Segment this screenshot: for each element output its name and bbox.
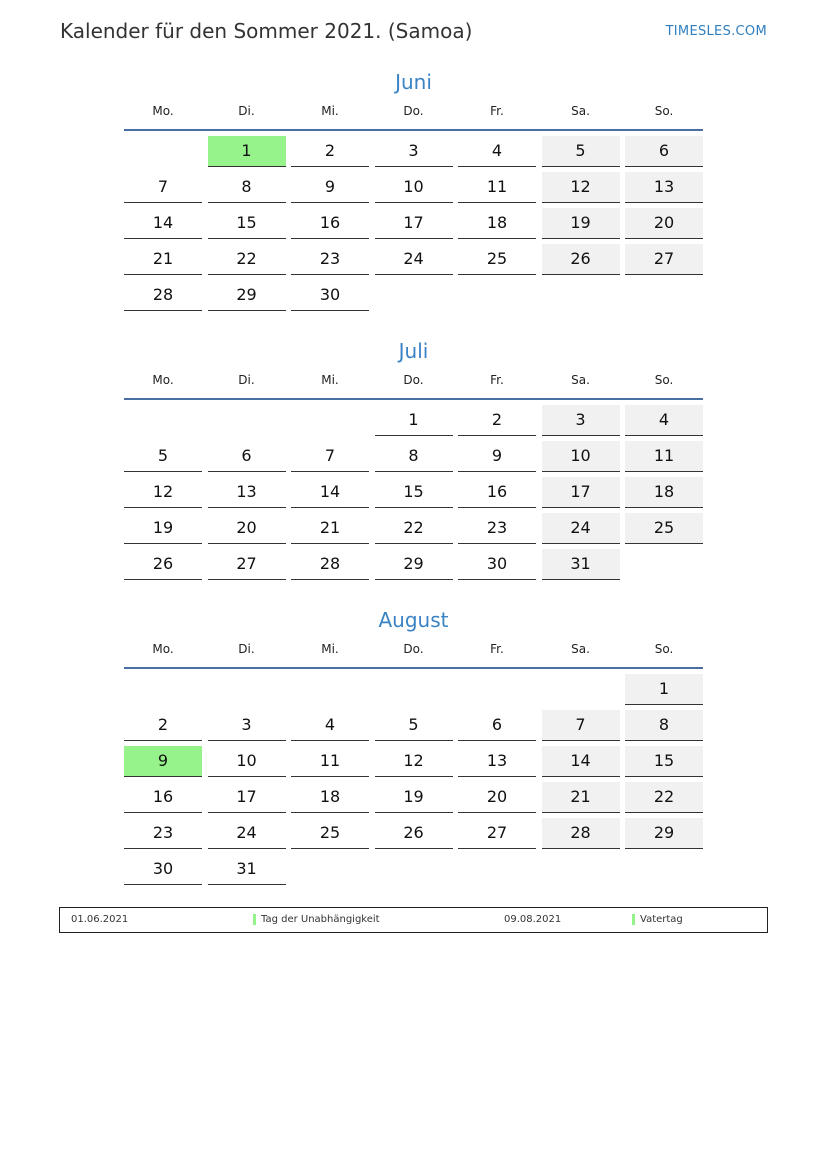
- day-cell[interactable]: 28: [124, 280, 202, 311]
- week-row: [124, 818, 703, 849]
- day-cell[interactable]: 22: [625, 782, 703, 813]
- day-cell[interactable]: 30: [291, 280, 369, 311]
- empty-day-cell: [124, 674, 202, 705]
- day-cell[interactable]: 20: [625, 208, 703, 239]
- day-cell[interactable]: 16: [124, 782, 202, 813]
- day-cell[interactable]: 5: [124, 441, 202, 472]
- day-cell[interactable]: 30: [124, 854, 202, 885]
- day-cell[interactable]: 10: [542, 441, 620, 472]
- day-cell[interactable]: 30: [458, 549, 536, 580]
- day-cell[interactable]: 21: [542, 782, 620, 813]
- day-cell[interactable]: 5: [375, 710, 453, 741]
- day-cell[interactable]: 22: [375, 513, 453, 544]
- weekday-label: Mi.: [321, 642, 339, 656]
- day-cell[interactable]: 27: [208, 549, 286, 580]
- month-title: August: [378, 608, 449, 632]
- week-row: [124, 405, 703, 436]
- holiday-marker-icon: [632, 914, 635, 925]
- day-cell[interactable]: 26: [375, 818, 453, 849]
- day-cell[interactable]: 22: [208, 244, 286, 275]
- empty-day-cell: [542, 674, 620, 705]
- month-title: Juli: [398, 339, 429, 363]
- brand-link[interactable]: TIMESLES.COM: [665, 24, 767, 39]
- day-cell[interactable]: 29: [625, 818, 703, 849]
- week-row: [124, 280, 703, 311]
- day-cell[interactable]: 29: [208, 280, 286, 311]
- empty-day-cell: [542, 854, 620, 885]
- day-cell[interactable]: 15: [208, 208, 286, 239]
- legend-holiday-name: Tag der Unabhängigkeit: [261, 914, 380, 925]
- weekday-label: Di.: [238, 104, 255, 118]
- weekday-header: [124, 368, 703, 393]
- weekday-label: Mi.: [321, 104, 339, 118]
- month-juli: [124, 337, 703, 585]
- header-divider: [124, 398, 703, 400]
- day-cell[interactable]: 24: [208, 818, 286, 849]
- weekday-label: Sa.: [571, 642, 590, 656]
- day-cell[interactable]: 28: [291, 549, 369, 580]
- day-cell[interactable]: 18: [291, 782, 369, 813]
- day-cell[interactable]: 18: [625, 477, 703, 508]
- day-cell[interactable]: 8: [625, 710, 703, 741]
- day-cell[interactable]: 25: [625, 513, 703, 544]
- week-row: [124, 136, 703, 167]
- day-cell[interactable]: 23: [291, 244, 369, 275]
- day-cell[interactable]: 7: [291, 441, 369, 472]
- weekday-label: Sa.: [571, 373, 590, 387]
- week-row: [124, 854, 703, 885]
- weekday-label: Mo.: [152, 104, 174, 118]
- empty-day-cell: [625, 549, 703, 580]
- weekday-label: Fr.: [490, 642, 504, 656]
- day-cell[interactable]: 28: [542, 818, 620, 849]
- day-cell[interactable]: 13: [625, 172, 703, 203]
- day-cell[interactable]: 20: [208, 513, 286, 544]
- header-divider: [124, 129, 703, 131]
- week-row: [124, 513, 703, 544]
- day-cell[interactable]: 26: [542, 244, 620, 275]
- week-row: [124, 477, 703, 508]
- weekday-label: Di.: [238, 642, 255, 656]
- day-cell[interactable]: 2: [458, 405, 536, 436]
- day-cell[interactable]: 19: [124, 513, 202, 544]
- day-cell[interactable]: 19: [375, 782, 453, 813]
- day-cell[interactable]: 18: [458, 208, 536, 239]
- week-row: [124, 782, 703, 813]
- day-cell[interactable]: 20: [458, 782, 536, 813]
- day-cell[interactable]: 1: [375, 405, 453, 436]
- day-cell[interactable]: 27: [458, 818, 536, 849]
- day-cell[interactable]: 7: [542, 710, 620, 741]
- empty-day-cell: [542, 280, 620, 311]
- header-divider: [124, 667, 703, 669]
- month-juni: [124, 68, 703, 316]
- day-cell[interactable]: 14: [291, 477, 369, 508]
- empty-day-cell: [458, 854, 536, 885]
- day-cell[interactable]: 31: [542, 549, 620, 580]
- day-cell[interactable]: 4: [458, 136, 536, 167]
- weekday-label: Mo.: [152, 642, 174, 656]
- day-cell[interactable]: 6: [208, 441, 286, 472]
- legend-date: 01.06.2021: [71, 914, 129, 925]
- day-cell[interactable]: 14: [542, 746, 620, 777]
- weekday-label: Do.: [403, 104, 424, 118]
- day-cell[interactable]: 4: [291, 710, 369, 741]
- empty-day-cell: [375, 854, 453, 885]
- weekday-label: Fr.: [490, 373, 504, 387]
- empty-day-cell: [375, 674, 453, 705]
- day-cell[interactable]: 23: [124, 818, 202, 849]
- day-cell[interactable]: 11: [458, 172, 536, 203]
- page-title: Kalender für den Sommer 2021. (Samoa): [60, 19, 473, 43]
- day-cell[interactable]: 1: [208, 136, 286, 167]
- holiday-marker-icon: [253, 914, 256, 925]
- weekday-label: Fr.: [490, 104, 504, 118]
- day-cell[interactable]: 16: [291, 208, 369, 239]
- empty-day-cell: [458, 674, 536, 705]
- weekday-label: So.: [654, 373, 674, 387]
- day-cell[interactable]: 2: [124, 710, 202, 741]
- day-cell[interactable]: 11: [291, 746, 369, 777]
- day-cell[interactable]: 13: [458, 746, 536, 777]
- empty-day-cell: [291, 854, 369, 885]
- day-cell[interactable]: 10: [208, 746, 286, 777]
- weekday-label: So.: [654, 104, 674, 118]
- holiday-legend: [59, 907, 768, 933]
- day-cell[interactable]: 24: [542, 513, 620, 544]
- day-cell[interactable]: 31: [208, 854, 286, 885]
- day-cell[interactable]: 23: [458, 513, 536, 544]
- day-cell[interactable]: 29: [375, 549, 453, 580]
- day-cell[interactable]: 27: [625, 244, 703, 275]
- week-row: [124, 441, 703, 472]
- day-cell[interactable]: 11: [625, 441, 703, 472]
- day-cell[interactable]: 5: [542, 136, 620, 167]
- month-title: Juni: [395, 70, 432, 94]
- empty-day-cell: [375, 280, 453, 311]
- legend-holiday-name: Vatertag: [640, 914, 683, 925]
- week-row: [124, 674, 703, 705]
- day-cell[interactable]: 12: [124, 477, 202, 508]
- day-cell[interactable]: 21: [124, 244, 202, 275]
- day-cell[interactable]: 25: [291, 818, 369, 849]
- empty-day-cell: [291, 405, 369, 436]
- legend-date: 09.08.2021: [504, 914, 562, 925]
- weekday-label: Mo.: [152, 373, 174, 387]
- day-cell[interactable]: 2: [291, 136, 369, 167]
- day-cell[interactable]: 21: [291, 513, 369, 544]
- day-cell[interactable]: 15: [625, 746, 703, 777]
- day-cell[interactable]: 3: [375, 136, 453, 167]
- empty-day-cell: [124, 405, 202, 436]
- day-cell[interactable]: 15: [375, 477, 453, 508]
- weekday-label: Di.: [238, 373, 255, 387]
- day-cell[interactable]: 25: [458, 244, 536, 275]
- day-cell[interactable]: 8: [375, 441, 453, 472]
- empty-day-cell: [291, 674, 369, 705]
- week-row: [124, 710, 703, 741]
- empty-day-cell: [208, 405, 286, 436]
- day-cell[interactable]: 6: [625, 136, 703, 167]
- week-row: [124, 244, 703, 275]
- day-cell[interactable]: 17: [208, 782, 286, 813]
- weekday-label: Do.: [403, 642, 424, 656]
- day-cell[interactable]: 4: [625, 405, 703, 436]
- day-cell[interactable]: 26: [124, 549, 202, 580]
- day-cell[interactable]: 3: [542, 405, 620, 436]
- weekday-label: So.: [654, 642, 674, 656]
- day-cell[interactable]: 12: [542, 172, 620, 203]
- weekday-header: [124, 637, 703, 662]
- empty-day-cell: [208, 674, 286, 705]
- day-cell[interactable]: 17: [375, 208, 453, 239]
- weekday-header: [124, 99, 703, 124]
- day-cell[interactable]: 19: [542, 208, 620, 239]
- day-cell[interactable]: 24: [375, 244, 453, 275]
- week-row: [124, 746, 703, 777]
- day-cell[interactable]: 7: [124, 172, 202, 203]
- day-cell[interactable]: 3: [208, 710, 286, 741]
- day-cell[interactable]: 1: [625, 674, 703, 705]
- weekday-label: Mi.: [321, 373, 339, 387]
- week-row: [124, 549, 703, 580]
- week-row: [124, 172, 703, 203]
- empty-day-cell: [458, 280, 536, 311]
- day-cell[interactable]: 16: [458, 477, 536, 508]
- day-cell[interactable]: 13: [208, 477, 286, 508]
- day-cell[interactable]: 9: [458, 441, 536, 472]
- day-cell[interactable]: 9: [291, 172, 369, 203]
- day-cell[interactable]: 12: [375, 746, 453, 777]
- empty-day-cell: [124, 136, 202, 167]
- week-row: [124, 208, 703, 239]
- day-cell[interactable]: 9: [124, 746, 202, 777]
- day-cell[interactable]: 6: [458, 710, 536, 741]
- day-cell[interactable]: 14: [124, 208, 202, 239]
- empty-day-cell: [625, 854, 703, 885]
- empty-day-cell: [625, 280, 703, 311]
- day-cell[interactable]: 8: [208, 172, 286, 203]
- day-cell[interactable]: 10: [375, 172, 453, 203]
- day-cell[interactable]: 17: [542, 477, 620, 508]
- weekday-label: Sa.: [571, 104, 590, 118]
- weekday-label: Do.: [403, 373, 424, 387]
- month-august: [124, 606, 703, 890]
